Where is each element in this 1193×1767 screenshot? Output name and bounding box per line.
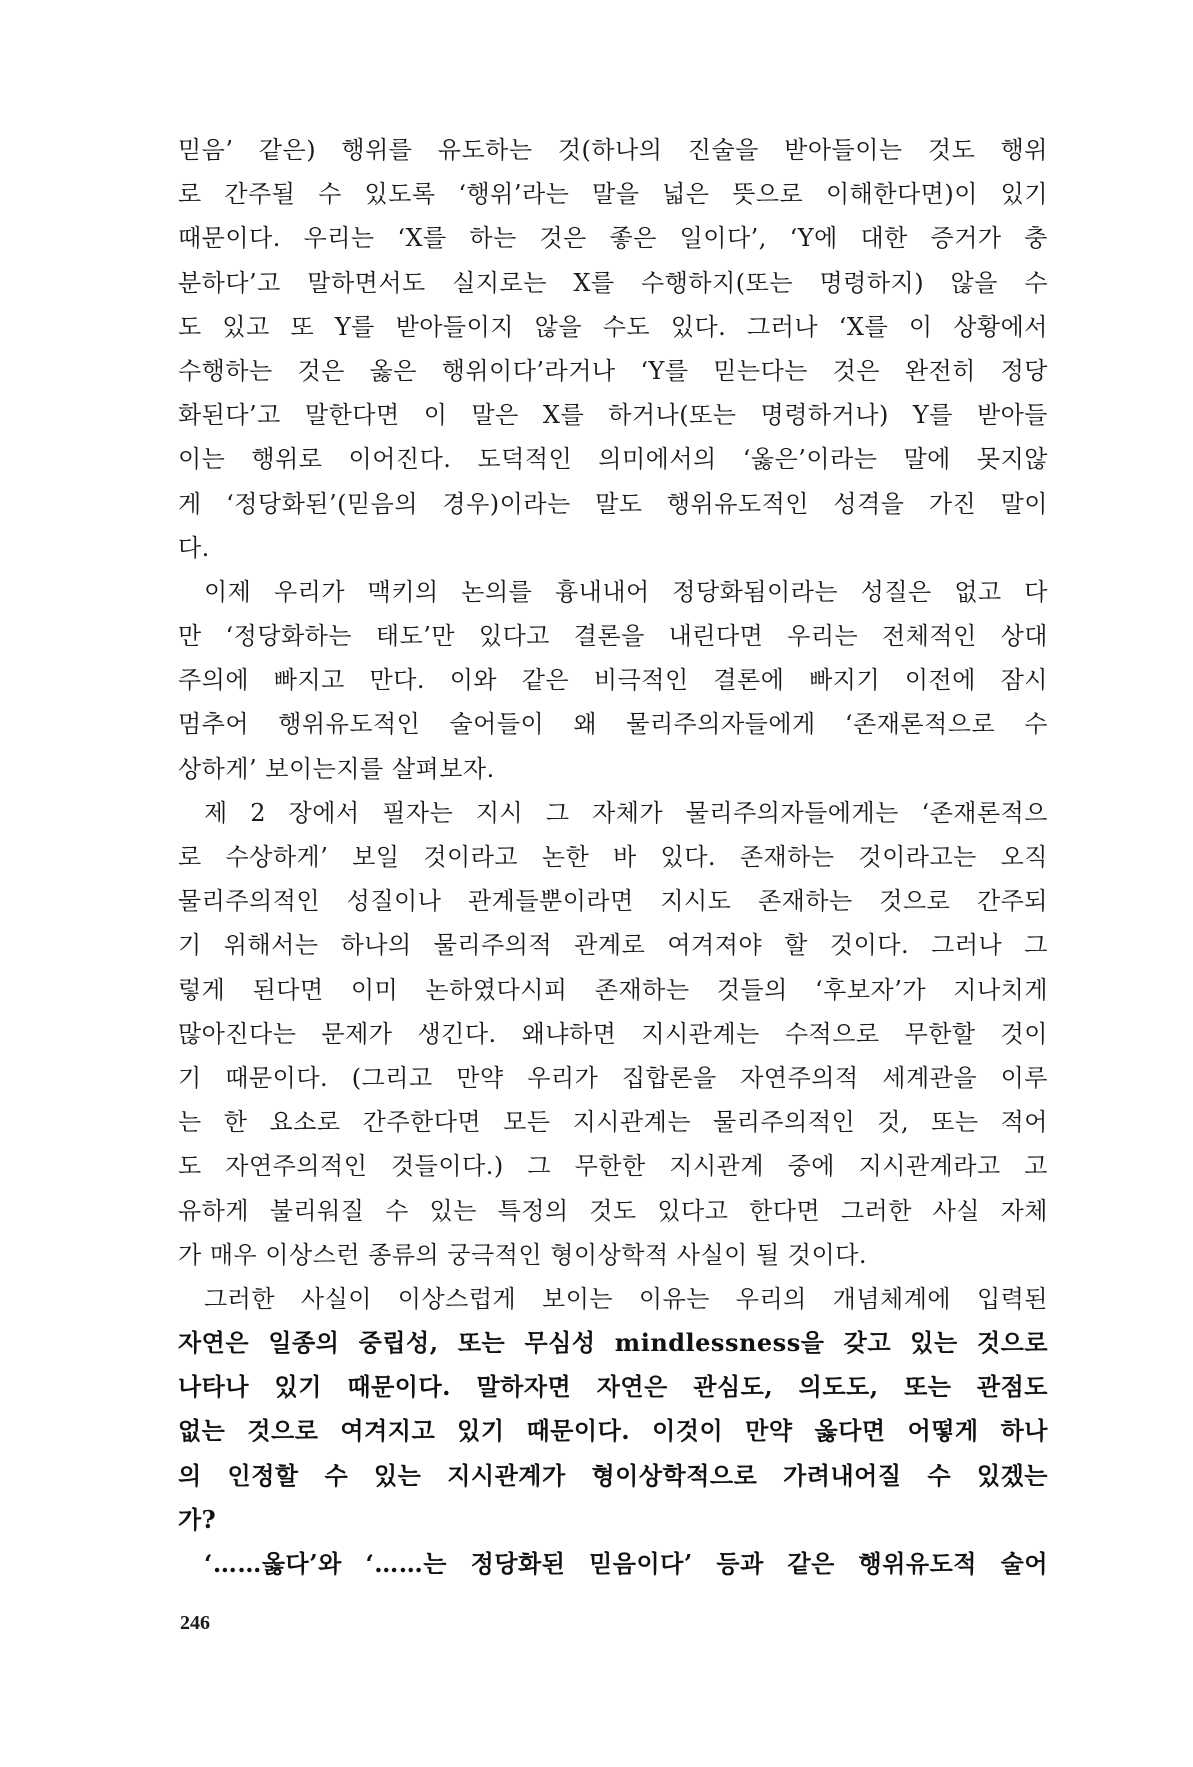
text-line: 많아진다는 문제가 생긴다. 왜냐하면 지시관계는 수적으로 무한할 것이	[178, 1019, 1048, 1048]
page-number: 246	[180, 1612, 210, 1634]
text-line: 물리주의적인 성질이나 관계들뿐이라면 지시도 존재하는 것으로 간주되	[178, 887, 1048, 916]
body-text	[178, 128, 1048, 1586]
text-line: 기 위해서는 하나의 물리주의적 관계로 여겨져야 할 것이다. 그러나 그	[178, 931, 1048, 960]
text-line: 분하다’고 말하면서도 실지로는 X를 수행하지(또는 명령하지) 않을 수	[178, 268, 1048, 297]
text-line: 다.	[178, 533, 210, 562]
text-line: 이제 우리가 맥키의 논의를 흉내내어 정당화됨이라는 성질은 없고 다	[204, 577, 1048, 606]
text-line: 게 ‘정당화된’(믿음의 경우)이라는 말도 행위유도적인 성격을 가진 말이	[178, 489, 1048, 518]
text-line: 그러한 사실이 이상스럽게 보이는 이유는 우리의 개념체계에 입력된	[204, 1284, 1048, 1313]
text-line: 기 때문이다. (그리고 만약 우리가 집합론을 자연주의적 세계관을 이루	[178, 1063, 1048, 1092]
text-line: 나타나 있기 때문이다. 말하자면 자연은 관심도, 의도도, 또는 관점도	[178, 1372, 1048, 1402]
text-line: 믿음’ 같은) 행위를 유도하는 것(하나의 진술을 받아들이는 것도 행위	[178, 136, 1048, 164]
text-line: 가?	[178, 1504, 217, 1534]
text-line: 이는 행위로 이어진다. 도덕적인 의미에서의 ‘옳은’이라는 말에 못지않	[178, 445, 1048, 474]
text-line: 로 수상하게’ 보일 것이라고 논한 바 있다. 존재하는 것이라고는 오직	[178, 843, 1048, 871]
text-line: 주의에 빠지고 만다. 이와 같은 비극적인 결론에 빠지기 이전에 잠시	[178, 666, 1048, 695]
text-line: 자연은 일종의 중립성, 또는 무심성 mindlessness을 갖고 있는 것으로	[178, 1328, 1048, 1358]
text-line: ‘……옳다’와 ‘……는 정당화된 믿음이다’ 등과 같은 행위유도적 술어	[204, 1549, 1048, 1578]
text-line: 렇게 된다면 이미 논하였다시피 존재하는 것들의 ‘후보자’가 지나치게	[178, 975, 1048, 1004]
text-line: 만 ‘정당화하는 태도’만 있다고 결론을 내린다면 우리는 전체적인 상대	[178, 622, 1048, 651]
text-line: 없는 것으로 여겨지고 있기 때문이다. 이것이 만약 옳다면 어떻게 하나	[178, 1416, 1048, 1446]
text-line: 때문이다. 우리는 ‘X를 하는 것은 좋은 일이다’, ‘Y에 대한 증거가 충	[178, 224, 1048, 253]
text-line: 제 2 장에서 필자는 지시 그 자체가 물리주의자들에게는 ‘존재론적으	[204, 798, 1048, 827]
text-line: 수행하는 것은 옳은 행위이다’라거나 ‘Y를 믿는다는 것은 완전히 정당	[178, 356, 1048, 385]
text-line: 화된다’고 말한다면 이 말은 X를 하거나(또는 명령하거나) Y를 받아들	[178, 401, 1048, 430]
text-line: 멈추어 행위유도적인 술어들이 왜 물리주의자들에게 ‘존재론적으로 수	[178, 710, 1048, 739]
text-line: 가 매우 이상스런 종류의 궁극적인 형이상학적 사실이 될 것이다.	[178, 1240, 867, 1269]
text-line: 로 간주될 수 있도록 ‘행위’라는 말을 넓은 뜻으로 이해한다면)이 있기	[178, 180, 1048, 209]
text-line: 유하게 불리워질 수 있는 특정의 것도 있다고 한다면 그러한 사실 자체	[178, 1196, 1048, 1225]
text-line: 도 있고 또 Y를 받아들이지 않을 수도 있다. 그러나 ‘X를 이 상황에서	[178, 312, 1048, 341]
text-line: 도 자연주의적인 것들이다.) 그 무한한 지시관계 중에 지시관계라고 고	[178, 1152, 1048, 1181]
text-line: 의 인정할 수 있는 지시관계가 형이상학적으로 가려내어질 수 있겠는	[178, 1460, 1048, 1490]
text-line: 상하게’ 보이는지를 살펴보자.	[178, 754, 495, 783]
text-line: 는 한 요소로 간주한다면 모든 지시관계는 물리주의적인 것, 또는 적어	[178, 1108, 1048, 1137]
